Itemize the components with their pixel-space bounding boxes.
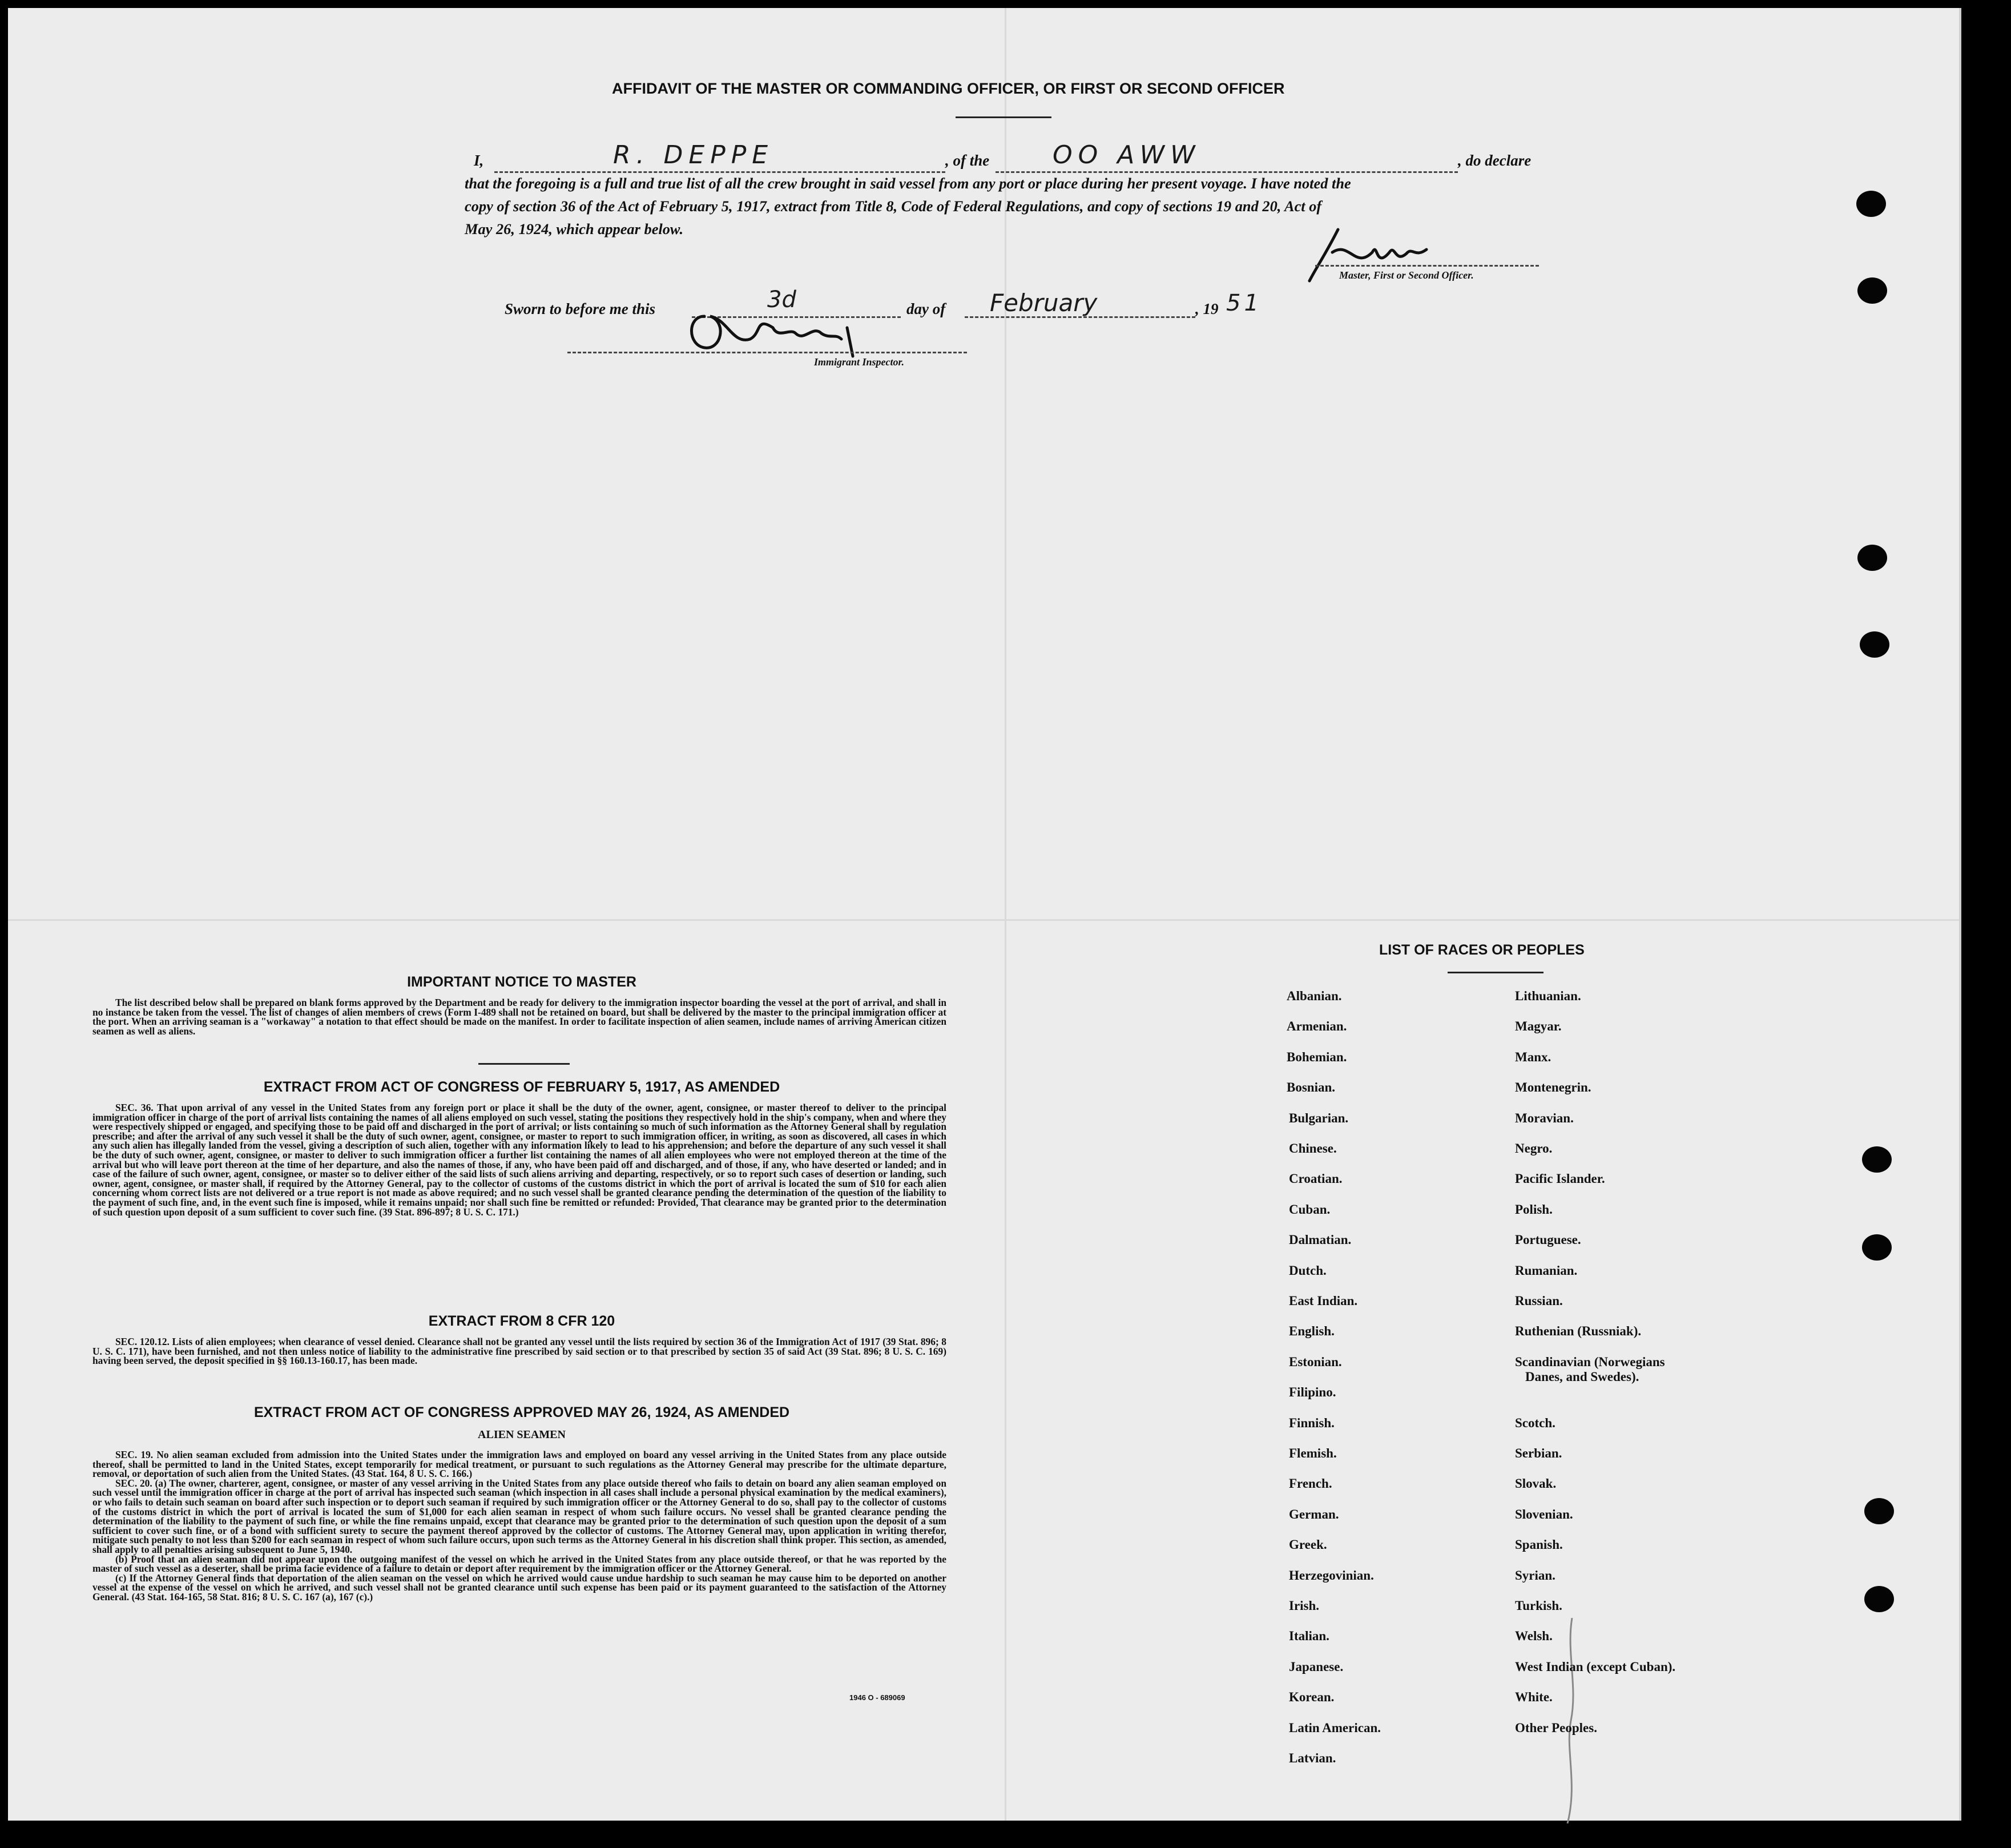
race-item: Italian. <box>1289 1629 1329 1644</box>
extract-cfr-title: EXTRACT FROM 8 CFR 120 <box>428 1313 615 1329</box>
race-item: Polish. <box>1515 1202 1553 1217</box>
affidavit-of-the: , of the <box>945 152 990 169</box>
extract-1924-text <box>92 1450 946 1602</box>
sec-20a: SEC. 20. (a) The owner, charterer, agent, consignee, or master of any vessel arriving in the United States from any place outside thereof who fails to detain on board any alien seaman employed on such vessel until the immigration officer in charge at the port of arrival has inspected such seaman (which inspection in all cases shall include a personal physical examination by the medical examiners), or who fails to detain such seaman on board after such inspection or to deport such seaman if required by such immigration officer or the Attorney General to do so, shall pay to the collector of customs of the customs district in which the port of arrival is located the sum of $1,000 for each alien seaman in respect of whom such failure occurs. No vessel shall be granted clearance pending the determination of the liability to the payment of such fine, or while the fine remains unpaid, except that clearance may be granted prior to the determination of such question upon the deposit of a sum sufficient to cover such fine, or of a bond with sufficient surety to secure the payment thereof approved by the collector of customs. The Attorney General may, upon application in writing therefor, mitigate such penalty to not less than $200 for each seaman in respect of whom such failure occurs, upon such terms as the Attorney General in his discretion shall think proper. This section, as amended, shall apply to all penalties arising subsequent to June 5, 1940. <box>92 1477 946 1555</box>
race-item: Turkish. <box>1515 1599 1562 1613</box>
sworn-month-handwritten: February <box>990 289 1098 317</box>
race-item: Magyar. <box>1515 1019 1562 1034</box>
race-item: Slovenian. <box>1515 1507 1573 1521</box>
race-item: Bulgarian. <box>1289 1110 1349 1125</box>
notice-title: IMPORTANT NOTICE TO MASTER <box>407 974 636 990</box>
race-item: Filipino. <box>1289 1385 1336 1400</box>
sec-20c: (c) If the Attorney General finds that deportation of the alien seaman on the vessel on which he arrived would cause undue hardship to such seaman he may cause him to be deported on another vessel at the expense of the vessel on which he arrived, and such vessel shall not be granted clearance until such expense has been paid or its payment guaranteed to the satisfaction of the Attorney General. (43 Stat. 164-165, 58 Stat. 816; 8 U. S. C. 167 (a), 167 (c).) <box>92 1572 946 1603</box>
master-signature-blank <box>1315 265 1539 267</box>
race-item: Herzegovinian. <box>1289 1568 1374 1583</box>
race-item: Bohemian. <box>1287 1049 1347 1064</box>
race-item: White. <box>1515 1690 1553 1705</box>
day-of: day of <box>906 300 946 317</box>
race-item: Serbian. <box>1515 1446 1562 1460</box>
race-item: Spanish. <box>1515 1537 1563 1552</box>
race-item: Scandinavian (Norwegians <box>1515 1354 1665 1369</box>
race-item: Portuguese. <box>1515 1233 1581 1247</box>
race-item: Scotch. <box>1515 1415 1555 1430</box>
punch-hole <box>1860 631 1889 658</box>
race-item: Pacific Islander. <box>1515 1171 1605 1186</box>
extract-1924-subtitle: ALIEN SEAMEN <box>478 1428 566 1441</box>
race-item: Montenegrin. <box>1515 1080 1591 1095</box>
races-title: LIST OF RACES OR PEOPLES <box>1379 942 1585 958</box>
race-item: French. <box>1289 1476 1332 1491</box>
vessel-blank <box>996 171 1458 173</box>
document-sheet <box>8 8 1961 1821</box>
race-item: Estonian. <box>1289 1354 1342 1369</box>
race-item: Ruthenian (Russniak). <box>1515 1324 1642 1339</box>
race-item: Danes, and Swedes). <box>1525 1369 1639 1384</box>
vertical-fold-line <box>1005 8 1006 1821</box>
affidavit-line1-prefix: I, <box>474 152 484 169</box>
race-item: Slovak. <box>1515 1476 1557 1491</box>
race-item: Korean. <box>1289 1690 1335 1705</box>
affidavit-do-declare: , do declare <box>1458 152 1532 169</box>
race-item: Bosnian. <box>1287 1080 1336 1095</box>
race-item: Welsh. <box>1515 1629 1553 1644</box>
punch-hole <box>1864 1498 1894 1524</box>
inspector-caption: Immigrant Inspector. <box>814 356 905 368</box>
race-item: English. <box>1289 1324 1335 1339</box>
sec-20b: (b) Proof that an alien seaman did not appear upon the outgoing manifest of the vessel on which he arrived in the United States from any place outside thereof, or that he was reported by the master of such vessel as a deserter, shall be prima facie evidence of a failure to detain or deport after requirement by the immigration officer or the Attorney General. <box>92 1553 946 1575</box>
sworn-day-handwritten: 3d <box>767 287 796 313</box>
sworn-prefix: Sworn to before me this <box>505 300 656 317</box>
sec-19: SEC. 19. No alien seaman excluded from admission into the United States under the immigration laws and employed on board any vessel arriving in the United States from any place outside thereof, shall be permitted to land in the United States, except temporarily for medical treatment, or pursuant to such regulations as the Attorney General may prescribe for the ultimate departure, removal, or deportation of such alien from the United States. (43 Stat. 164, 8 U. S. C. 166.) <box>92 1449 946 1480</box>
affidavit-title: AFFIDAVIT OF THE MASTER OR COMMANDING OFFICER, OR FIRST OR SECOND OFFICER <box>612 80 1285 97</box>
race-item: Chinese. <box>1289 1141 1337 1155</box>
inspector-signature-blank <box>567 352 967 353</box>
extract-1917-title: EXTRACT FROM ACT OF CONGRESS OF FEBRUARY 5, 1917, AS AMENDED <box>263 1079 780 1095</box>
race-item: Irish. <box>1289 1599 1320 1613</box>
race-item: Other Peoples. <box>1515 1720 1597 1735</box>
race-item: Moravian. <box>1515 1110 1574 1125</box>
race-item: Russian. <box>1515 1294 1563 1308</box>
race-item: Greek. <box>1289 1537 1327 1552</box>
punch-hole <box>1857 277 1887 304</box>
race-item: East Indian. <box>1289 1294 1358 1308</box>
race-item: Cuban. <box>1289 1202 1331 1217</box>
sworn-year-handwritten: 51 <box>1226 290 1262 316</box>
horizontal-fold-line <box>8 919 1959 921</box>
race-item: Albanian. <box>1287 989 1342 1003</box>
name-blank <box>494 171 945 173</box>
affidavit-line4: May 26, 1924, which appear below. <box>465 220 684 237</box>
extract-1917-text: SEC. 36. That upon arrival of any vessel in the United States from any foreign port or place it shall be the duty of the owner, agent, consignee, or master thereof to deliver to the principal immigration officer in charge of the port of arrival lists containing the names of all aliens employed on such vessel, stating the positions they respectively hold in the ship's company, when and where they were respectively shipped or engaged, and specifying those to be paid off and discharged in the port of arrival; or lists containing so much of such information as the Attorney General shall by regulation prescribe; and after the arrival of any such vessel it shall be the duty of such owner, agent, consignee, or master to report to such immigration officer, in writing, as soon as discovered, all cases in which any such alien has illegally landed from the vessel, giving a description of such alien, together with any information likely to lead to his apprehension; and before the departure of any such vessel it shall be the duty of such owner, agent, consignee, or master to deliver to such immigration officer a further list containing the names of all alien employees who were not employed thereon at the time of the arrival but who will leave port thereon at the time of her departure, and also the names of those, if any, who have been paid off and discharged, and of those, if any, who have deserted or landed; and in case of the failure of such owner, agent, consignee, or master so to deliver either of the said lists of such aliens arriving and departing, respectively, or so to report such cases of desertion or landing, such owner, agent, consignee, or master shall, if required by the Attorney General, pay to the collector of customs of the customs district in which the port of arrival is located the sum of $10 for each alien concerning whom correct lists are not delivered or a true report is not made as above required; and no such vessel shall be granted clearance pending the determination of the question of the liability to the payment of such fine, and, in the event such fine is imposed, while it remains unpaid; nor shall such fine be remitted or refunded: Provided, That clearance may be granted prior to the determination of such question upon deposit of a sum sufficient to cover such fine. (39 Stat. 896-897; 8 U. S. C. 171.) <box>92 1102 946 1218</box>
race-item: Flemish. <box>1289 1446 1337 1460</box>
affidavit-line2: that the foregoing is a full and true list of all the crew brought in said vessel from any port or place during her present voyage. I have noted the <box>465 175 1351 192</box>
punch-hole <box>1856 191 1886 217</box>
race-item: Latvian. <box>1289 1751 1336 1765</box>
punch-hole <box>1857 545 1887 571</box>
races-title-underline <box>1448 972 1543 973</box>
race-item: Manx. <box>1515 1049 1551 1064</box>
vessel-name-handwritten: OO AWW <box>1053 140 1201 170</box>
notice-divider <box>478 1063 570 1065</box>
race-item: Croatian. <box>1289 1171 1343 1186</box>
extract-1924-title: EXTRACT FROM ACT OF CONGRESS APPROVED MAY 26, 1924, AS AMENDED <box>253 1404 790 1420</box>
race-item: Dutch. <box>1289 1263 1327 1278</box>
affidavit-line3: copy of section 36 of the Act of February 5, 1917, extract from Title 8, Code of Federal Regulations, and copy of sections 19 and 20, Act of <box>465 198 1322 215</box>
punch-hole <box>1862 1234 1892 1261</box>
master-caption: Master, First or Second Officer. <box>1339 269 1474 281</box>
extract-cfr-text: SEC. 120.12. Lists of alien employees; when clearance of vessel denied. Clearance shall not be granted any vessel until the lists required by section 36 of the Immigration Act of 1917 (39 Stat. 896; 8 U. S. C. 171), have been furnished, and not then unless notice of liability to the administrative fine prescribed by said section or to that prescribed by section 35 of said Act (39 Stat. 896; 8 U. S. C. 169) having been served, the deposit specified in §§ 160.13-160.17, has been made. <box>92 1336 946 1367</box>
race-item: Japanese. <box>1289 1659 1344 1674</box>
race-item: West Indian (except Cuban). <box>1515 1659 1676 1674</box>
title-underline <box>956 116 1051 118</box>
notice-text: The list described below shall be prepared on blank forms approved by the Department and be ready for delivery to the immigration inspector boarding the vessel at the port of arrival, and shall in no instance be taken from the vessel. The list of changes of alien members of crews (Form I-489 shall not be retained on board, but shall be delivered by the master to the principal immigration officer at the port. When an arriving seaman is a "workaway" a notation to that effect should be made on the manifest. In order to facilitate inspection of alien seamen, include names of arriving American citizen seamen as well as aliens. <box>92 997 946 1037</box>
race-item: Armenian. <box>1287 1019 1347 1034</box>
race-item: German. <box>1289 1507 1339 1521</box>
punch-hole <box>1862 1146 1892 1173</box>
print-code: 1946 O - 689069 <box>849 1693 905 1702</box>
race-item: Rumanian. <box>1515 1263 1578 1278</box>
punch-hole <box>1864 1586 1894 1612</box>
race-item: Latin American. <box>1289 1720 1381 1735</box>
officer-name-handwritten: R. DEPPE <box>613 140 774 170</box>
race-item: Lithuanian. <box>1515 989 1581 1003</box>
race-item: Dalmatian. <box>1289 1233 1352 1247</box>
race-item: Negro. <box>1515 1141 1553 1155</box>
year-prefix: , 19 <box>1195 300 1219 317</box>
race-item: Syrian. <box>1515 1568 1555 1583</box>
race-item: Finnish. <box>1289 1415 1335 1430</box>
